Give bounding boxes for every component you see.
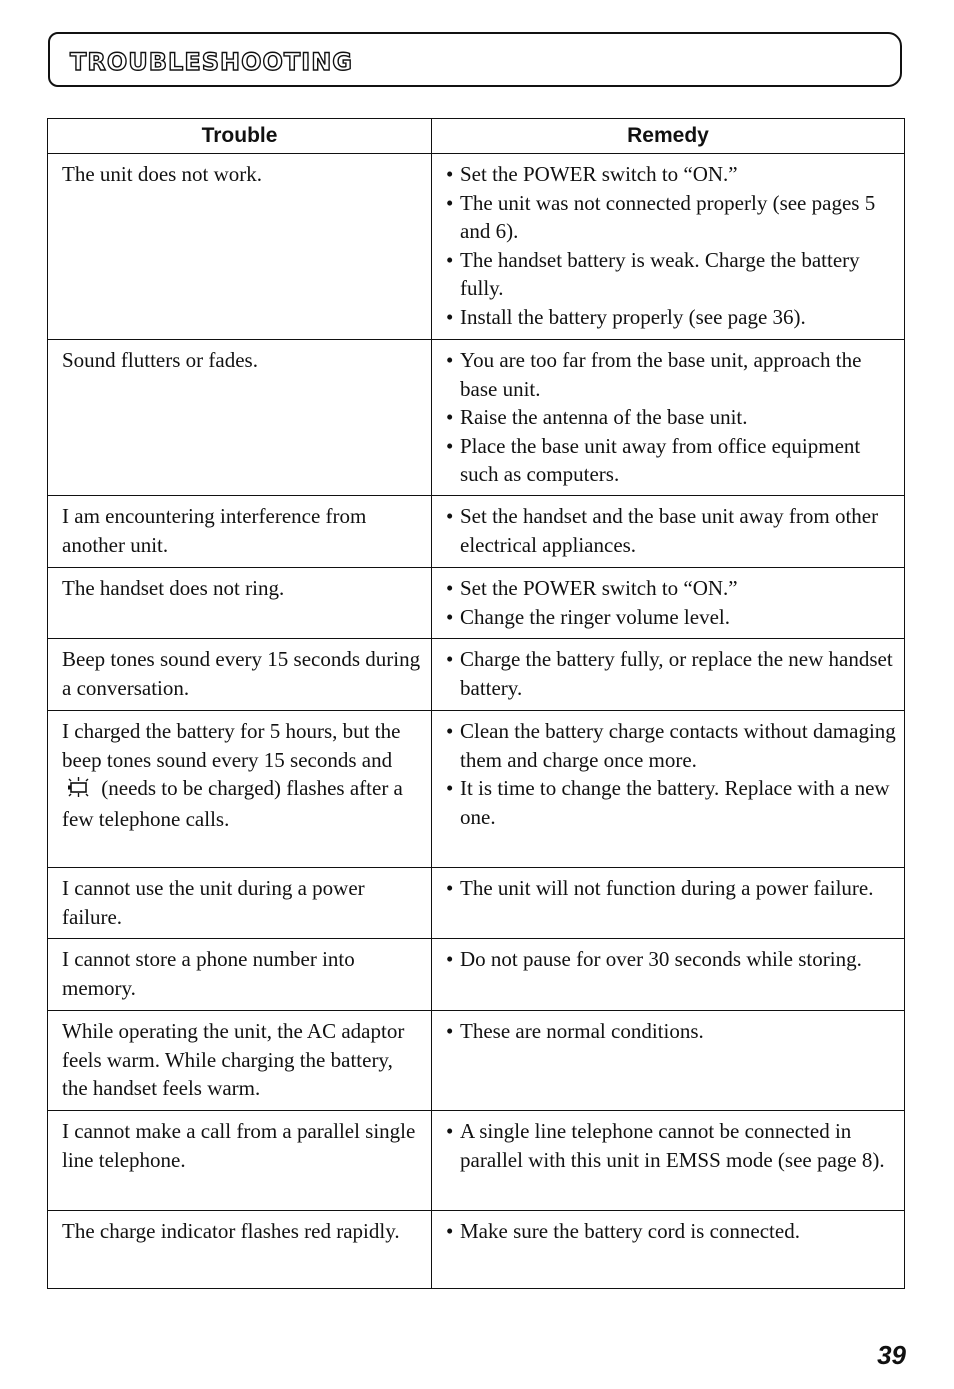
- remedy-cell: [432, 868, 905, 939]
- remedy-item: • Clean the battery charge contacts without damaging them and charge once more.: [446, 717, 898, 774]
- remedy-item: • Raise the antenna of the base unit.: [446, 403, 898, 432]
- remedy-cell: [432, 1211, 905, 1289]
- table-row: [48, 868, 905, 939]
- table-row: [48, 1111, 905, 1211]
- table-row: [48, 1011, 905, 1111]
- table-header-row: [48, 119, 905, 154]
- trouble-cell: While operating the unit, the AC adaptor feels warm. While charging the battery, the handset feels warm.: [48, 1011, 432, 1111]
- trouble-cell: I cannot store a phone number into memory.: [48, 939, 432, 1011]
- table-row: [48, 568, 905, 639]
- remedy-item: • The unit was not connected properly (see pages 5 and 6).: [446, 189, 898, 246]
- section-title: TROUBLESHOOTING: [70, 48, 353, 76]
- remedy-item: • You are too far from the base unit, approach the base unit.: [446, 346, 898, 403]
- trouble-cell: I am encountering interference from another unit.: [48, 496, 432, 568]
- remedy-cell: [432, 154, 905, 340]
- remedy-item: • Change the ringer volume level.: [446, 603, 898, 632]
- trouble-cell: Beep tones sound every 15 seconds during a conversation.: [48, 639, 432, 711]
- remedy-cell: [432, 939, 905, 1011]
- remedy-cell: [432, 496, 905, 568]
- trouble-cell: The charge indicator flashes red rapidly.: [48, 1211, 432, 1289]
- troubleshooting-table: [47, 118, 905, 1289]
- trouble-cell: [48, 711, 432, 868]
- remedy-item: • Set the POWER switch to “ON.”: [446, 160, 898, 189]
- table-row: [48, 496, 905, 568]
- trouble-cell: I cannot use the unit during a power failure.: [48, 868, 432, 939]
- remedy-item: • Charge the battery fully, or replace the new handset battery.: [446, 645, 898, 702]
- remedy-cell: [432, 568, 905, 639]
- trouble-column-header: Trouble: [48, 119, 432, 154]
- trouble-cell: The handset does not ring.: [48, 568, 432, 639]
- remedy-item: • Do not pause for over 30 seconds while storing.: [446, 945, 898, 974]
- trouble-cell: Sound flutters or fades.: [48, 340, 432, 496]
- remedy-item: • These are normal conditions.: [446, 1017, 898, 1046]
- remedy-item: • Set the POWER switch to “ON.”: [446, 574, 898, 603]
- table-row: [48, 154, 905, 340]
- remedy-item: • Set the handset and the base unit away from other electrical appliances.: [446, 502, 898, 559]
- trouble-cell: The unit does not work.: [48, 154, 432, 340]
- table-row: [48, 939, 905, 1011]
- page-number: 39: [877, 1340, 906, 1370]
- remedy-item: • Place the base unit away from office equipment such as computers.: [446, 432, 898, 489]
- trouble-text: I charged the battery for 5 hours, but the beep tones sound every 15 seconds and: [62, 719, 401, 772]
- remedy-cell: [432, 1011, 905, 1111]
- table-row: [48, 639, 905, 711]
- remedy-cell: [432, 1111, 905, 1211]
- remedy-cell: [432, 639, 905, 711]
- trouble-cell: I cannot make a call from a parallel single line telephone.: [48, 1111, 432, 1211]
- trouble-text: (needs to be charged) flashes after a few telephone calls.: [62, 776, 403, 831]
- remedy-item: • Make sure the battery cord is connected.: [446, 1217, 898, 1246]
- remedy-item: • A single line telephone cannot be connected in parallel with this unit in EMSS mode (see page 8).: [446, 1117, 898, 1174]
- table-row: [48, 711, 905, 868]
- remedy-cell: [432, 340, 905, 496]
- table-row: [48, 1211, 905, 1289]
- remedy-item: • Install the battery properly (see page 36).: [446, 303, 898, 332]
- remedy-item: • The handset battery is weak. Charge the battery fully.: [446, 246, 898, 303]
- table-row: [48, 340, 905, 496]
- battery-flash-icon: [66, 776, 92, 805]
- remedy-item: • The unit will not function during a power failure.: [446, 874, 898, 903]
- remedy-item: • It is time to change the battery. Replace with a new one.: [446, 774, 898, 831]
- section-title-box: [48, 32, 902, 87]
- remedy-cell: [432, 711, 905, 868]
- remedy-column-header: Remedy: [432, 119, 905, 154]
